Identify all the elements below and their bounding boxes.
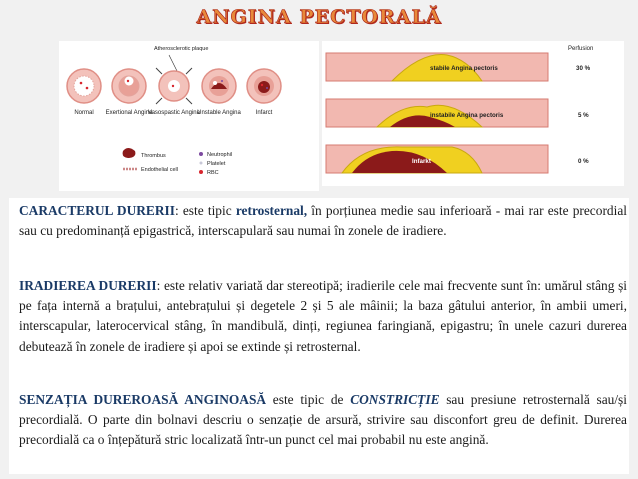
p1-retrosternal: retrosternal,: [235, 203, 308, 218]
page-title: ANGINA PECTORALĂ: [196, 6, 442, 28]
normal-vessel-icon: [67, 69, 101, 103]
infarct-vessel-icon: [247, 69, 281, 103]
platelet-swatch-icon: [200, 162, 203, 165]
row-label-stable: stabile Angina pectoris: [430, 65, 498, 72]
vessel-label-normal: Normal: [74, 110, 94, 116]
heading-pain-character: CARACTERUL DURERII: [19, 203, 175, 218]
neutrophil-swatch-icon: [199, 152, 203, 156]
vessel-label-unstable: Unstable Angina: [197, 110, 241, 116]
paragraph-pain-character: [19, 201, 627, 241]
rbc-swatch-icon: [199, 170, 203, 174]
row-label-unstable: instabile Angina pectoris: [430, 112, 504, 119]
row-label-infarct: Infarkt: [412, 158, 431, 165]
p2-text: : este relativ variată dar stereotipă; iradierile cele mai frecvente sunt în: umărul stâng și pe fața internă a brațului, antebrațului și degetele 2 și 5 ale mâinii; la baza gâtului anterior, în ambii umeri, interscapular, laterocervical stâng, în mandibulă, dinți, regiunea faringiană, epigastru; în unele cazuri durerea debutează în zonele de iradiere și apoi se extinde și retrosternal.: [19, 278, 627, 354]
perfusion-stable: 30 %: [576, 65, 591, 72]
vessel-label-exertional: Exertional Angina: [105, 110, 153, 116]
perfusion-infarct: 0 %: [578, 158, 589, 165]
legend-rbc: RBC: [207, 170, 219, 176]
legend-endothelial: Endothelial cell: [141, 167, 178, 173]
vessel-cross-section-figure: [59, 41, 319, 191]
infarct-longitudinal-icon: [326, 145, 548, 173]
p3-text-a: este tipic de: [266, 392, 351, 407]
plaque-label: Atherosclerotic plaque: [154, 46, 209, 52]
legend-thrombus: Thrombus: [141, 153, 166, 159]
p3-constrictie: CONSTRICȚIE: [350, 392, 440, 407]
thrombus-swatch-icon: [123, 148, 136, 158]
p1-text-b: în porțiunea medie sau inferioară - mai rar este precordial sau cu predominanță epigastrică, interscapulară sau numai în zonele de iradiere.: [19, 203, 627, 239]
p3-text-b: sau presiune retrosternală sau/și precordială. O parte din bolnavi descriu o senzație de arsură, strivire sau disconfort greu de definit. Durerea precordială ca o înțepătură stric localizată într-un punct cel mai probabil nu este angină.: [19, 392, 627, 448]
vasospastic-angina-vessel-icon: [156, 68, 192, 104]
figure-legend: [123, 148, 232, 176]
exertional-angina-vessel-icon: [112, 69, 146, 103]
perfusion-figure: [322, 41, 624, 186]
perfusion-unstable: 5 %: [578, 112, 589, 119]
p1-text-a: : este tipic: [174, 203, 236, 218]
unstable-angina-vessel-icon: [202, 69, 236, 103]
heading-anginal-sensation: SENZAȚIA DUREROASĂ ANGINOASĂ: [19, 392, 267, 407]
heading-pain-radiation: IRADIEREA DURERII: [19, 278, 157, 293]
legend-neutrophil: Neutrophil: [207, 152, 233, 158]
vessel-label-vasospastic: Vasospastic Angina: [148, 110, 200, 116]
text-panel: [9, 198, 629, 474]
legend-platelet: Platelet: [207, 161, 226, 167]
paragraph-anginal-sensation: [19, 390, 627, 451]
paragraph-pain-radiation: [19, 276, 627, 357]
perfusion-header: Perfusion: [568, 46, 594, 52]
vessel-label-infarct: Infarct: [255, 110, 273, 116]
